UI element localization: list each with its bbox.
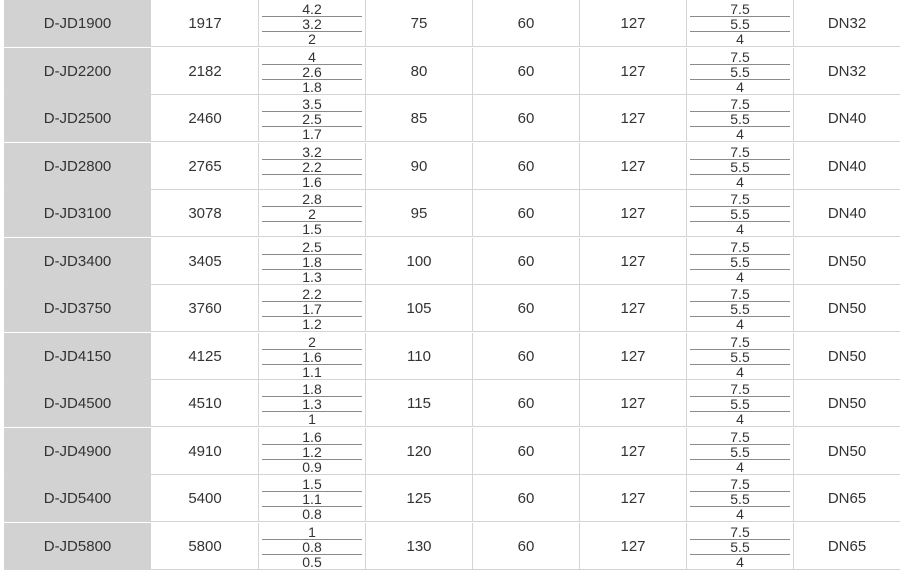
col-3-cell <box>259 190 366 236</box>
col-3-cell-value: 1.2 <box>302 316 322 332</box>
col-5-cell: 60 <box>473 380 580 426</box>
col-7-cell-value: 7.5 <box>690 287 790 302</box>
col-6-cell: 127 <box>580 380 687 426</box>
col-7-cell-value: 4 <box>736 554 744 570</box>
col-4-cell: 95 <box>366 190 473 236</box>
col-3-cell-value: 3.2 <box>262 17 362 32</box>
col-3-cell-value: 2.5 <box>262 240 362 255</box>
col-2-cell: 2765 <box>152 143 259 189</box>
col-2-cell: 2460 <box>152 95 259 141</box>
col-5-cell: 60 <box>473 285 580 331</box>
col-7-cell-value: 5.5 <box>690 350 790 365</box>
col-3-cell <box>259 523 366 569</box>
col-7-cell <box>687 95 794 141</box>
col-7-cell-value: 5.5 <box>690 112 790 127</box>
col-3-cell-value: 2.2 <box>262 287 362 302</box>
col-3-cell-value: 2.5 <box>262 112 362 127</box>
model-cell: D-JD3400 <box>4 238 152 284</box>
col-6-cell: 127 <box>580 238 687 284</box>
col-3-cell-value: 1.6 <box>302 174 322 190</box>
table-row <box>4 523 900 570</box>
col-3-cell <box>259 0 366 46</box>
model-cell: D-JD3100 <box>4 190 152 236</box>
col-7-cell-value: 5.5 <box>690 160 790 175</box>
col-7-cell <box>687 380 794 426</box>
col-7-cell-value: 7.5 <box>690 382 790 397</box>
col-7-cell-value: 4 <box>736 31 744 47</box>
col-5-cell: 60 <box>473 428 580 474</box>
model-cell: D-JD2500 <box>4 95 152 141</box>
col-2-cell: 5400 <box>152 475 259 521</box>
table-row <box>4 285 900 332</box>
col-7-cell <box>687 238 794 284</box>
table-row <box>4 475 900 522</box>
table-row <box>4 48 900 95</box>
col-7-cell-value: 5.5 <box>690 445 790 460</box>
col-7-cell-value: 4 <box>736 174 744 190</box>
col-7-cell-value: 4 <box>736 79 744 95</box>
col-8-cell: DN65 <box>827 537 867 555</box>
col-8-cell: DN50 <box>827 394 867 412</box>
col-3-cell-value: 2 <box>308 31 316 47</box>
col-4-cell: 105 <box>366 285 473 331</box>
col-2-cell: 4125 <box>152 333 259 379</box>
spec-table <box>4 0 900 571</box>
col-7-cell <box>687 143 794 189</box>
table-row <box>4 428 900 475</box>
col-3-cell-value: 0.5 <box>302 554 322 570</box>
col-5-cell: 60 <box>473 523 580 569</box>
col-7-cell-value: 5.5 <box>690 207 790 222</box>
col-3-cell-value: 0.9 <box>302 459 322 475</box>
col-4-cell: 125 <box>366 475 473 521</box>
col-6-cell: 127 <box>580 95 687 141</box>
col-4-cell: 85 <box>366 95 473 141</box>
model-cell: D-JD4150 <box>4 333 152 379</box>
col-6-cell: 127 <box>580 48 687 94</box>
col-7-cell-value: 5.5 <box>690 302 790 317</box>
col-3-cell-value: 1.5 <box>302 221 322 237</box>
col-4-cell: 90 <box>366 143 473 189</box>
col-3-cell <box>259 428 366 474</box>
col-8-cell: DN32 <box>827 14 867 32</box>
col-3-cell-value: 3.2 <box>262 145 362 160</box>
model-cell: D-JD4900 <box>4 428 152 474</box>
model-cell: D-JD2200 <box>4 48 152 94</box>
col-7-cell-value: 7.5 <box>690 477 790 492</box>
col-3-cell-value: 1.5 <box>262 477 362 492</box>
col-7-cell-value: 7.5 <box>690 240 790 255</box>
col-4-cell: 115 <box>366 380 473 426</box>
col-6-cell: 127 <box>580 428 687 474</box>
col-7-cell-value: 7.5 <box>690 430 790 445</box>
col-8-cell: DN65 <box>827 489 867 507</box>
col-7-cell <box>687 0 794 46</box>
col-3-cell-value: 1.8 <box>262 255 362 270</box>
col-7-cell-value: 5.5 <box>690 17 790 32</box>
col-8-cell: DN50 <box>827 347 867 365</box>
model-cell: D-JD2800 <box>4 143 152 189</box>
col-3-cell <box>259 95 366 141</box>
col-2-cell: 4910 <box>152 428 259 474</box>
col-3-cell-value: 4.2 <box>262 2 362 17</box>
col-5-cell: 60 <box>473 475 580 521</box>
col-7-cell-value: 5.5 <box>690 397 790 412</box>
col-7-cell-value: 4 <box>736 316 744 332</box>
col-7-cell-value: 5.5 <box>690 492 790 507</box>
col-7-cell-value: 5.5 <box>690 255 790 270</box>
col-7-cell-value: 4 <box>736 459 744 475</box>
col-3-cell-value: 1.1 <box>302 364 322 380</box>
col-3-cell-value: 2.6 <box>262 65 362 80</box>
col-3-cell <box>259 333 366 379</box>
col-3-cell <box>259 285 366 331</box>
table-row <box>4 238 900 285</box>
col-5-cell: 60 <box>473 0 580 46</box>
col-3-cell-value: 1.8 <box>262 382 362 397</box>
col-7-cell-value: 7.5 <box>690 525 790 540</box>
col-6-cell: 127 <box>580 143 687 189</box>
col-3-cell-value: 0.8 <box>302 506 322 522</box>
col-8-cell: DN50 <box>827 252 867 270</box>
col-3-cell-value: 1.3 <box>302 269 322 285</box>
col-2-cell: 2182 <box>152 48 259 94</box>
model-cell: D-JD3750 <box>4 285 152 331</box>
col-6-cell: 127 <box>580 190 687 236</box>
col-7-cell-value: 4 <box>736 269 744 285</box>
col-7-cell-value: 7.5 <box>690 97 790 112</box>
model-cell: D-JD5800 <box>4 523 152 569</box>
col-6-cell: 127 <box>580 285 687 331</box>
col-6-cell: 127 <box>580 475 687 521</box>
col-5-cell: 60 <box>473 95 580 141</box>
table-row <box>4 380 900 427</box>
col-7-cell-value: 4 <box>736 221 744 237</box>
col-7-cell-value: 7.5 <box>690 50 790 65</box>
table-row <box>4 143 900 190</box>
col-4-cell: 120 <box>366 428 473 474</box>
col-2-cell: 1917 <box>152 0 259 46</box>
col-3-cell-value: 1.7 <box>302 126 322 142</box>
col-3-cell-value: 3.5 <box>262 97 362 112</box>
col-7-cell-value: 4 <box>736 411 744 427</box>
col-3-cell <box>259 238 366 284</box>
col-5-cell: 60 <box>473 333 580 379</box>
col-5-cell: 60 <box>473 238 580 284</box>
col-4-cell: 75 <box>366 0 473 46</box>
col-8-cell: DN40 <box>827 204 867 222</box>
col-3-cell-value: 2 <box>262 207 362 222</box>
model-cell: D-JD4500 <box>4 380 152 426</box>
col-3-cell-value: 1 <box>262 525 362 540</box>
col-7-cell <box>687 285 794 331</box>
col-7-cell <box>687 48 794 94</box>
col-5-cell: 60 <box>473 48 580 94</box>
col-3-cell-value: 2.8 <box>262 192 362 207</box>
table-row <box>4 333 900 380</box>
col-7-cell-value: 4 <box>736 364 744 380</box>
col-7-cell <box>687 475 794 521</box>
col-3-cell <box>259 475 366 521</box>
model-cell: D-JD1900 <box>4 0 152 46</box>
col-6-cell: 127 <box>580 333 687 379</box>
col-7-cell-value: 4 <box>736 126 744 142</box>
col-6-cell: 127 <box>580 0 687 46</box>
col-7-cell <box>687 428 794 474</box>
col-7-cell-value: 7.5 <box>690 145 790 160</box>
col-3-cell-value: 1.7 <box>262 302 362 317</box>
col-4-cell: 110 <box>366 333 473 379</box>
col-5-cell: 60 <box>473 143 580 189</box>
col-3-cell <box>259 48 366 94</box>
col-2-cell: 3405 <box>152 238 259 284</box>
col-4-cell: 100 <box>366 238 473 284</box>
col-3-cell-value: 1.1 <box>262 492 362 507</box>
col-7-cell-value: 5.5 <box>690 540 790 555</box>
col-3-cell <box>259 143 366 189</box>
col-8-cell: DN40 <box>827 109 867 127</box>
col-3-cell <box>259 380 366 426</box>
col-3-cell-value: 1.6 <box>262 430 362 445</box>
col-7-cell-value: 7.5 <box>690 2 790 17</box>
col-7-cell-value: 5.5 <box>690 65 790 80</box>
col-2-cell: 5800 <box>152 523 259 569</box>
col-3-cell-value: 2.2 <box>262 160 362 175</box>
col-8-cell: DN32 <box>827 62 867 80</box>
col-3-cell-value: 0.8 <box>262 540 362 555</box>
model-cell: D-JD5400 <box>4 475 152 521</box>
col-4-cell: 130 <box>366 523 473 569</box>
col-6-cell: 127 <box>580 523 687 569</box>
col-7-cell-value: 7.5 <box>690 192 790 207</box>
col-8-cell: DN50 <box>827 299 867 317</box>
col-7-cell <box>687 190 794 236</box>
table-row <box>4 95 900 142</box>
col-2-cell: 3760 <box>152 285 259 331</box>
col-2-cell: 4510 <box>152 380 259 426</box>
col-7-cell <box>687 333 794 379</box>
col-7-cell-value: 7.5 <box>690 335 790 350</box>
table-row <box>4 190 900 237</box>
col-8-cell: DN40 <box>827 157 867 175</box>
col-3-cell-value: 1 <box>308 411 316 427</box>
col-8-cell: DN50 <box>827 442 867 460</box>
col-3-cell-value: 1.6 <box>262 350 362 365</box>
col-4-cell: 80 <box>366 48 473 94</box>
col-3-cell-value: 4 <box>262 50 362 65</box>
col-3-cell-value: 1.3 <box>262 397 362 412</box>
col-3-cell-value: 2 <box>262 335 362 350</box>
col-5-cell: 60 <box>473 190 580 236</box>
table-row <box>4 0 900 47</box>
col-7-cell-value: 4 <box>736 506 744 522</box>
col-7-cell <box>687 523 794 569</box>
col-3-cell-value: 1.8 <box>302 79 322 95</box>
col-2-cell: 3078 <box>152 190 259 236</box>
col-3-cell-value: 1.2 <box>262 445 362 460</box>
